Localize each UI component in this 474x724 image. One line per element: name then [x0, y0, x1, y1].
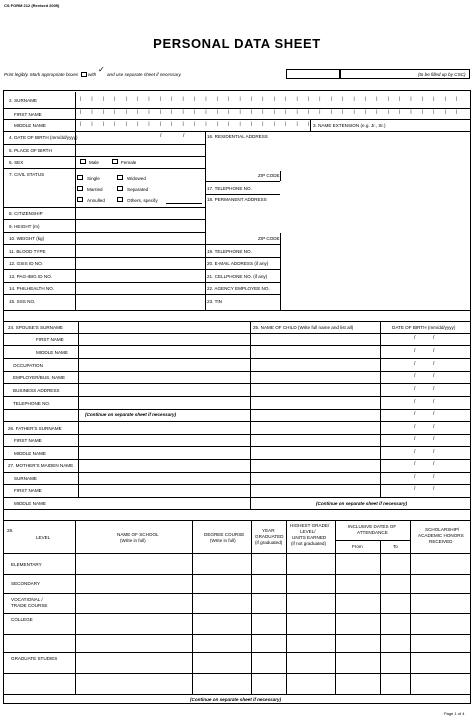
slash: /	[433, 486, 435, 492]
rule	[3, 156, 205, 157]
rule	[3, 694, 471, 695]
rule	[3, 652, 471, 653]
csc-box-1[interactable]	[286, 69, 340, 79]
divider	[335, 521, 336, 694]
slash: /	[414, 461, 416, 467]
rule	[205, 181, 280, 182]
first-name-char-boxes[interactable]: ||||||||||||||||||||||||||||||||||	[80, 109, 468, 114]
surname-label: 2. SURNAME	[9, 98, 38, 103]
annulled-checkbox[interactable]	[77, 197, 83, 202]
rule	[3, 421, 471, 422]
page-number: Page 1 of 4	[444, 711, 465, 716]
widowed-label: Widowed	[127, 176, 146, 181]
first-name-label: FIRST NAME	[14, 112, 42, 117]
others-specify-field[interactable]	[166, 203, 202, 204]
single-checkbox[interactable]	[77, 175, 83, 180]
slash: /	[433, 411, 435, 417]
continue-note-education: (Continue on separate sheet if necessary)	[190, 697, 282, 702]
sex-label: 6. SEX	[9, 160, 24, 165]
sample-checkbox	[81, 72, 87, 77]
slash: /	[433, 373, 435, 379]
section-top-rule	[3, 90, 471, 91]
graduate-label: GRADUATE STUDIES	[11, 656, 58, 661]
slash: /	[414, 348, 416, 354]
rule	[3, 484, 471, 485]
rule	[3, 396, 471, 397]
rule	[3, 257, 280, 258]
year-header-1: YEAR	[262, 528, 275, 533]
vocational-label-2: TRADE COURSE	[11, 603, 48, 608]
section-rule-family	[3, 310, 471, 311]
slash: /	[414, 411, 416, 417]
slash: /	[433, 361, 435, 367]
rule	[3, 673, 471, 674]
rule	[3, 294, 280, 295]
degree-header-1: DEGREE COURSE	[204, 532, 245, 537]
rule	[3, 131, 471, 132]
rule	[205, 194, 280, 195]
rule	[3, 383, 471, 384]
rule	[3, 371, 471, 372]
father-first-label: FIRST NAME	[14, 438, 42, 443]
slash: /	[433, 436, 435, 442]
spouse-middle-label: MIDDLE NAME	[36, 350, 68, 355]
weight-label: 10. WEIGHT (kg)	[9, 236, 45, 241]
email-label: 20. E-MAIL ADDRESS (if any)	[207, 261, 269, 266]
continue-note-family: (Continue on separate sheet if necessary)	[85, 412, 177, 417]
rule	[3, 472, 471, 473]
honors-header-3: RECEIVED	[429, 539, 453, 544]
honors-header-2: ACADEMIC HONORS	[418, 533, 464, 538]
rule	[3, 321, 471, 322]
others-label: Others, specify	[127, 198, 158, 203]
rule	[3, 459, 471, 460]
rule	[3, 269, 280, 270]
permanent-address-label: 18. PERMANENT ADDRESS	[207, 197, 267, 202]
slash: /	[414, 386, 416, 392]
zip-code-1-label: ZIP CODE	[258, 173, 280, 178]
pagibig-label: 13. PAG-IBIG ID NO.	[9, 274, 53, 279]
male-checkbox[interactable]	[80, 159, 86, 164]
rule	[3, 144, 205, 145]
divider	[192, 521, 193, 694]
separated-label: Separated	[127, 187, 149, 192]
female-checkbox[interactable]	[112, 159, 118, 164]
child-name-label: 25. NAME OF CHILD (Write full name and list all)	[253, 325, 354, 330]
dob-sep-2: /	[183, 133, 185, 139]
married-label: Married	[87, 187, 103, 192]
rule	[3, 244, 280, 245]
slash: /	[414, 424, 416, 430]
csc-note: (to be filled up by CSC)	[418, 72, 466, 77]
rule	[3, 358, 471, 359]
divider	[380, 540, 381, 694]
child-dob-label: DATE OF BIRTH (mm/dd/yyyy)	[392, 325, 456, 330]
telephone-2-label: 19. TELEPHONE NO.	[207, 249, 252, 254]
height-label: 9. HEIGHT (m)	[9, 224, 40, 229]
slash: /	[414, 335, 416, 341]
rule	[3, 207, 205, 208]
surname-char-boxes[interactable]: ||||||||||||||||||||||||||||||||||	[80, 96, 468, 101]
employer-label: EMPLOYER/BUS. NAME	[13, 375, 66, 380]
rule	[3, 497, 471, 498]
continue-note-children: (Continue on separate sheet if necessary)	[316, 501, 408, 506]
education-number: 28.	[7, 528, 14, 533]
widowed-checkbox[interactable]	[117, 175, 123, 180]
spouse-telephone-label: TELEPHONE NO.	[13, 401, 51, 406]
married-checkbox[interactable]	[77, 186, 83, 191]
slash: /	[433, 461, 435, 467]
degree-header-2: (Write in full)	[210, 538, 236, 543]
school-header-1: NAME OF SCHOOL	[117, 532, 159, 537]
name-extension-label: 3. NAME EXTENSION (e.g. Jr., Sr.)	[313, 123, 386, 128]
rule	[3, 613, 471, 614]
mother-surname-label: SURNAME	[14, 476, 37, 481]
year-header-3: (if graduated)	[255, 540, 283, 545]
business-address-label: BUSINESS ADDRESS	[13, 388, 60, 393]
school-header-2: (Write in full)	[120, 538, 146, 543]
dob-label: 4. DATE OF BIRTH (mm/dd/yyyy)	[9, 135, 78, 140]
rule	[3, 446, 471, 447]
tin-label: 23. TIN	[207, 299, 222, 304]
grade-header-2: LEVEL/	[300, 529, 316, 534]
year-header-2: GRADUATED	[255, 534, 284, 539]
form-code: CS FORM 212 (Revised 2005)	[4, 3, 60, 8]
gsis-label: 12. GSIS ID NO.	[9, 261, 43, 266]
with-label: with	[88, 72, 97, 77]
slash: /	[414, 361, 416, 367]
annulled-label: Annulled	[87, 198, 105, 203]
agency-no-label: 22. AGENCY EMPLOYEE NO.	[207, 286, 270, 291]
others-checkbox[interactable]	[117, 197, 123, 202]
separated-checkbox[interactable]	[117, 186, 123, 191]
dates-header-2: ATTENDANCE	[357, 530, 388, 535]
residential-address-label: 16. RESIDENTIAL ADDRESS	[207, 134, 268, 139]
spouse-first-label: FIRST NAME	[36, 337, 64, 342]
rule	[3, 282, 280, 283]
elementary-label: ELEMENTARY	[11, 562, 42, 567]
mother-first-label: FIRST NAME	[14, 488, 42, 493]
slash: /	[414, 474, 416, 480]
divider	[410, 521, 411, 694]
slash: /	[433, 348, 435, 354]
divider	[286, 521, 287, 694]
slash: /	[414, 373, 416, 379]
vocational-label-1: VOCATIONAL /	[11, 597, 43, 602]
dob-sep-1: /	[160, 133, 162, 139]
rule	[3, 434, 471, 435]
slash: /	[433, 335, 435, 341]
single-label: Single	[87, 176, 100, 181]
dates-header-1: INCLUSIVE DATES OF	[348, 524, 397, 529]
rule	[3, 219, 205, 220]
rule	[3, 333, 471, 334]
slash: /	[414, 399, 416, 405]
college-label: COLLEGE	[11, 617, 33, 622]
grade-header-3: UNITS EARNED	[292, 535, 327, 540]
page-title: PERSONAL DATA SHEET	[153, 36, 321, 51]
rule	[3, 634, 471, 635]
cellphone-label: 21. CELLPHONE NO. (if any)	[207, 274, 268, 279]
slash: /	[433, 449, 435, 455]
middle-name-label: MIDDLE NAME	[14, 123, 46, 128]
occupation-label: OCCUPATION	[13, 363, 43, 368]
philhealth-label: 14. PHILHEALTH NO.	[9, 286, 55, 291]
mother-maiden-label: 27. MOTHER'S MAIDEN NAME	[8, 463, 74, 468]
slash: /	[433, 424, 435, 430]
rule	[335, 540, 410, 541]
male-label: Male	[89, 160, 99, 165]
divider	[75, 521, 76, 694]
divider	[280, 233, 281, 244]
divider	[280, 171, 281, 181]
rule	[3, 168, 205, 169]
rule	[3, 232, 205, 233]
telephone-1-label: 17. TELEPHONE NO.	[207, 186, 252, 191]
separate-sheet-instruction: and use separate sheet if necessary.	[107, 72, 182, 77]
zip-code-2-label: ZIP CODE	[258, 236, 280, 241]
check-icon: ✓	[98, 65, 105, 74]
secondary-label: SECONDARY	[11, 581, 41, 586]
print-instruction: Print legibly. Mark appropriate boxes	[4, 72, 79, 77]
to-header: To	[393, 544, 398, 549]
divider	[251, 521, 252, 694]
label-column-divider	[75, 92, 76, 310]
rule	[3, 553, 471, 554]
middle-column-divider	[205, 131, 206, 310]
middle-name-char-boxes[interactable]: |||||||||||||||||||||	[80, 121, 320, 126]
grade-header-4: (if not graduated)	[291, 541, 326, 546]
slash: /	[433, 474, 435, 480]
divider	[250, 322, 251, 509]
slash: /	[414, 486, 416, 492]
form-frame	[3, 90, 471, 704]
sss-label: 15. SSS NO.	[9, 299, 36, 304]
female-label: Female	[121, 160, 137, 165]
rule	[3, 345, 471, 346]
slash: /	[433, 399, 435, 405]
slash: /	[433, 386, 435, 392]
level-header: LEVEL	[36, 535, 51, 540]
spouse-surname-label: 24. SPOUSE'S SURNAME	[8, 325, 63, 330]
divider	[280, 244, 281, 310]
rule	[3, 593, 471, 594]
rule	[3, 574, 471, 575]
civil-status-label: 7. CIVIL STATUS	[9, 172, 45, 177]
blood-type-label: 11. BLOOD TYPE	[9, 249, 46, 254]
rule	[3, 509, 471, 510]
pob-label: 5. PLACE OF BIRTH	[9, 148, 52, 153]
honors-header-1: SCHOLARSHIP/	[425, 527, 460, 532]
rule	[3, 409, 471, 410]
slash: /	[414, 436, 416, 442]
father-middle-label: MIDDLE NAME	[14, 451, 46, 456]
from-header: From	[352, 544, 363, 549]
rule	[3, 119, 471, 120]
mother-middle-label: MIDDLE NAME	[14, 501, 46, 506]
rule	[3, 520, 471, 521]
father-surname-label: 26. FATHER'S SURNAME	[8, 426, 62, 431]
slash: /	[414, 449, 416, 455]
grade-header-1: HIGHEST GRADE/	[290, 523, 330, 528]
citizenship-label: 8. CITIZENSHIP	[9, 211, 43, 216]
